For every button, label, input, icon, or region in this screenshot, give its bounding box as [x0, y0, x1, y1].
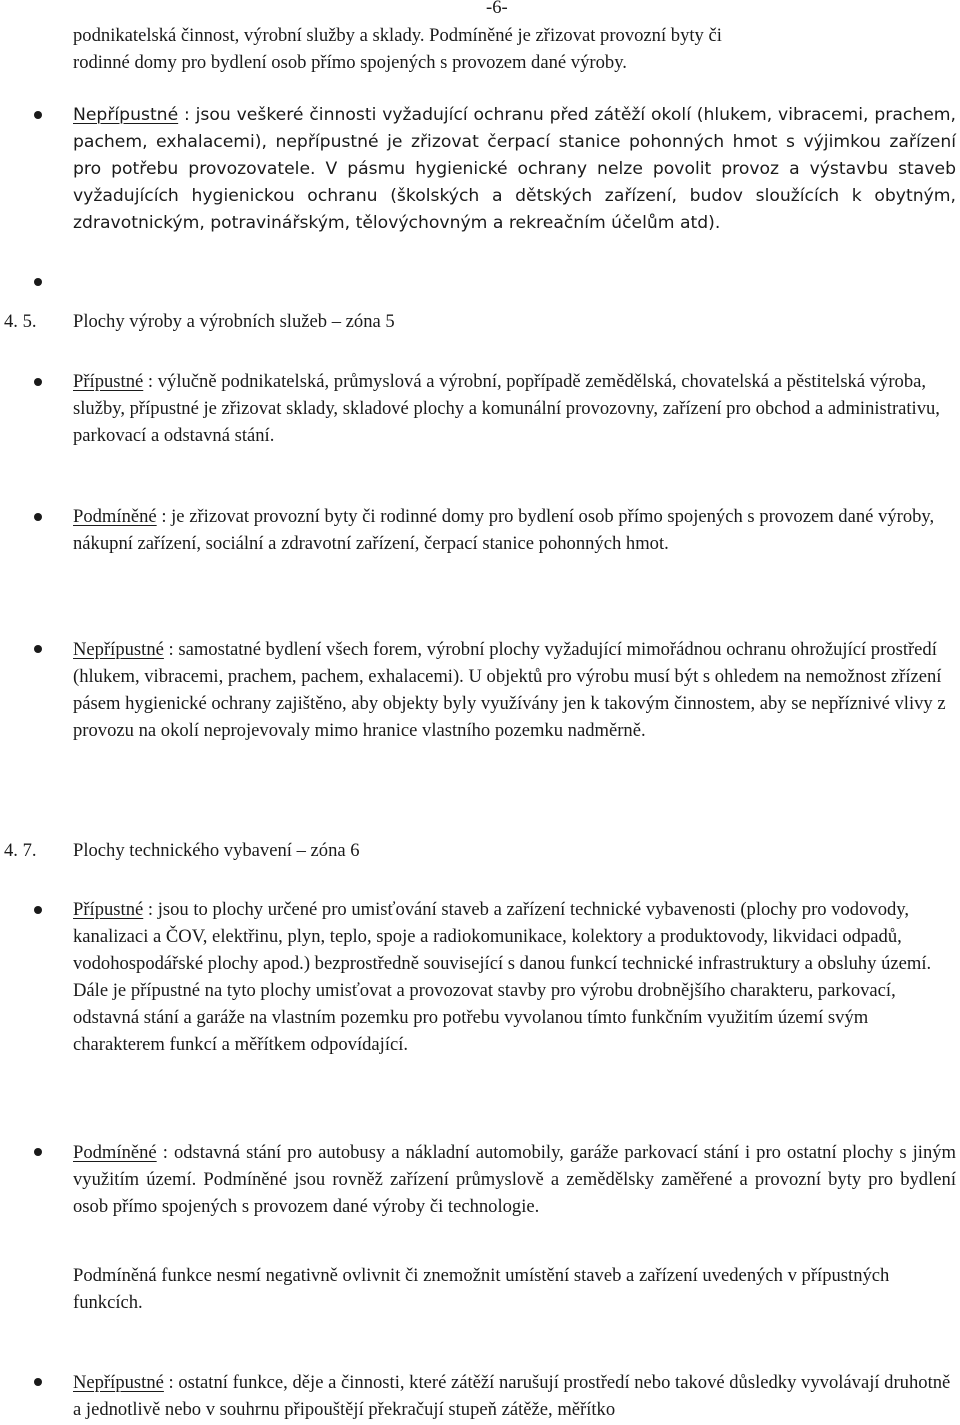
label-separator: :: [178, 105, 196, 125]
bullet-icon: [34, 378, 42, 386]
forbidden-text: samostatné bydlení všech forem, výrobní plochy vyžadující mimořádnou ochranu ohrožující prostředí (hlukem, vibracemi, prachem, pachem, exhalacemi). U objektů pro výrobu musí být s ohledem na nemožnost zřízení pásem hygienické ochrany zajištěno, aby objekty byly využívány jen k takovým činnostem, aby se nepříznivé vlivy z provozu na okolí neprojevovaly mimo hranice vlastního pozemku nadměrně.: [73, 639, 946, 741]
intro-line: rodinné domy pro bydlení osob přímo spojených s provozem dané výroby.: [73, 52, 627, 73]
label-separator: :: [163, 1372, 179, 1393]
intro-line: podnikatelská činnost, výrobní služby a sklady. Podmíněné je zřizovat provozní byty či: [73, 25, 722, 46]
bullet-icon: [34, 513, 42, 521]
zone5-allowed-paragraph: [73, 368, 956, 449]
zone6-forbidden-paragraph: [73, 1369, 956, 1423]
bullet-icon: [34, 278, 42, 286]
bullet-icon: [34, 906, 42, 914]
section-heading-4-5: [4, 308, 395, 335]
section-title: Plochy výroby a výrobních služeb – zóna 5: [73, 311, 395, 332]
intro-paragraph: [73, 22, 956, 76]
conditional-note: Podmíněná funkce nesmí negativně ovlivnit či znemožnit umístění staveb a zařízení uvedených v přípustných funkcích.: [73, 1265, 890, 1313]
label-separator: :: [156, 506, 172, 527]
zone5-forbidden-paragraph: [73, 636, 956, 744]
allowed-text: výlučně podnikatelská, průmyslová a výrobní, popřípadě zemědělská, chovatelská a pěstitelská výroba, služby, přípustné je zřizovat sklady, skladové plochy a komunální provozovny, zařízení pro obchod a administrativu, parkovací a odstavná stání.: [73, 371, 940, 446]
conditional-text: odstavná stání pro autobusy a nákladní automobily, garáže parkovací stání i pro ostatní plochy s jiným využitím území. Podmíněné jsou rovněž zařízení průmyslově a zemědělsky zaměřené a provozní byty pro bydlení osob přímo spojených s provozem dané výroby či technologie.: [73, 1142, 956, 1217]
bullet-icon: [34, 1378, 42, 1386]
forbidden-label: Nepřípustné: [73, 639, 164, 660]
bullet-icon: [34, 645, 42, 653]
conditional-text: je zřizovat provozní byty či rodinné domy pro bydlení osob přímo spojených s provozem dané výroby, nákupní zařízení, sociální a zdravotní zařízení, čerpací stanice pohonných hmot.: [73, 506, 935, 554]
allowed-text: jsou to plochy určené pro umisťování staveb a zařízení technické vybavenosti (plochy pro vodovody, kanalizaci a ČOV, elektřinu, plyn, teplo, spoje a radiokomunikace, kolektory a produktovody, likvidaci odpadů, vodohospodářské plochy apod.) bezprostředně související s danou funkcí technické infrastruktury a obsluhy území. Dále je přípustné na tyto plochy umisťovat a provozovat stavby pro výrobu drobnějšího charakteru, parkovací, odstavná stání a garáže na vlastním pozemku pro potřebu vyvolanou tímto funkčním využitím území svým charakterem funkcí a měřítkem odpovídající.: [73, 899, 932, 1055]
conditional-label: Podmíněné: [73, 506, 157, 527]
section-number: 4. 5.: [4, 311, 37, 332]
conditional-label: Podmíněné: [73, 1142, 157, 1163]
forbidden-text: jsou veškeré činnosti vyžadující ochranu před zátěží okolí (hlukem, vibracemi, prachem, pachem, exhalacemi), nepřípustné je zřizovat čerpací stanice pohonných hmot s výjimkou zařízení pro potřebu provozovatele. V pásmu hygienické ochrany nelze povolit provoz a výstavbu staveb vyžadujících hygienickou ochranu (školských a dětských zařízení, budov sloužících k obytným, zdravotnickým, potravinářským, tělovýchovným a rekreačním účelům atd).: [73, 105, 956, 233]
allowed-label: Přípustné: [73, 371, 144, 392]
zone6-conditional-paragraph: [73, 1139, 956, 1220]
label-separator: :: [143, 899, 158, 920]
section-title: Plochy technického vybavení – zóna 6: [73, 840, 360, 861]
label-separator: :: [156, 1142, 174, 1163]
label-separator: :: [143, 371, 158, 392]
zone4-forbidden-paragraph: [73, 102, 956, 237]
forbidden-label: Nepřípustné: [73, 105, 179, 125]
bullet-icon: [34, 111, 42, 119]
section-heading-4-7: [4, 837, 360, 864]
bullet-icon: [34, 1148, 42, 1156]
allowed-label: Přípustné: [73, 899, 144, 920]
forbidden-label: Nepřípustné: [73, 1372, 164, 1393]
label-separator: :: [163, 639, 179, 660]
section-number: 4. 7.: [4, 840, 37, 861]
zone5-conditional-paragraph: [73, 503, 956, 557]
forbidden-text: ostatní funkce, děje a činnosti, které zátěží narušují prostředí nebo takové důsledky vyvolávají druhotně a jednotlivě nebo v souhrnu připouštějí překračují stupeň zátěže, měřítko: [73, 1372, 951, 1420]
page-number: -6-: [486, 0, 508, 18]
zone6-allowed-paragraph: [73, 896, 956, 1058]
